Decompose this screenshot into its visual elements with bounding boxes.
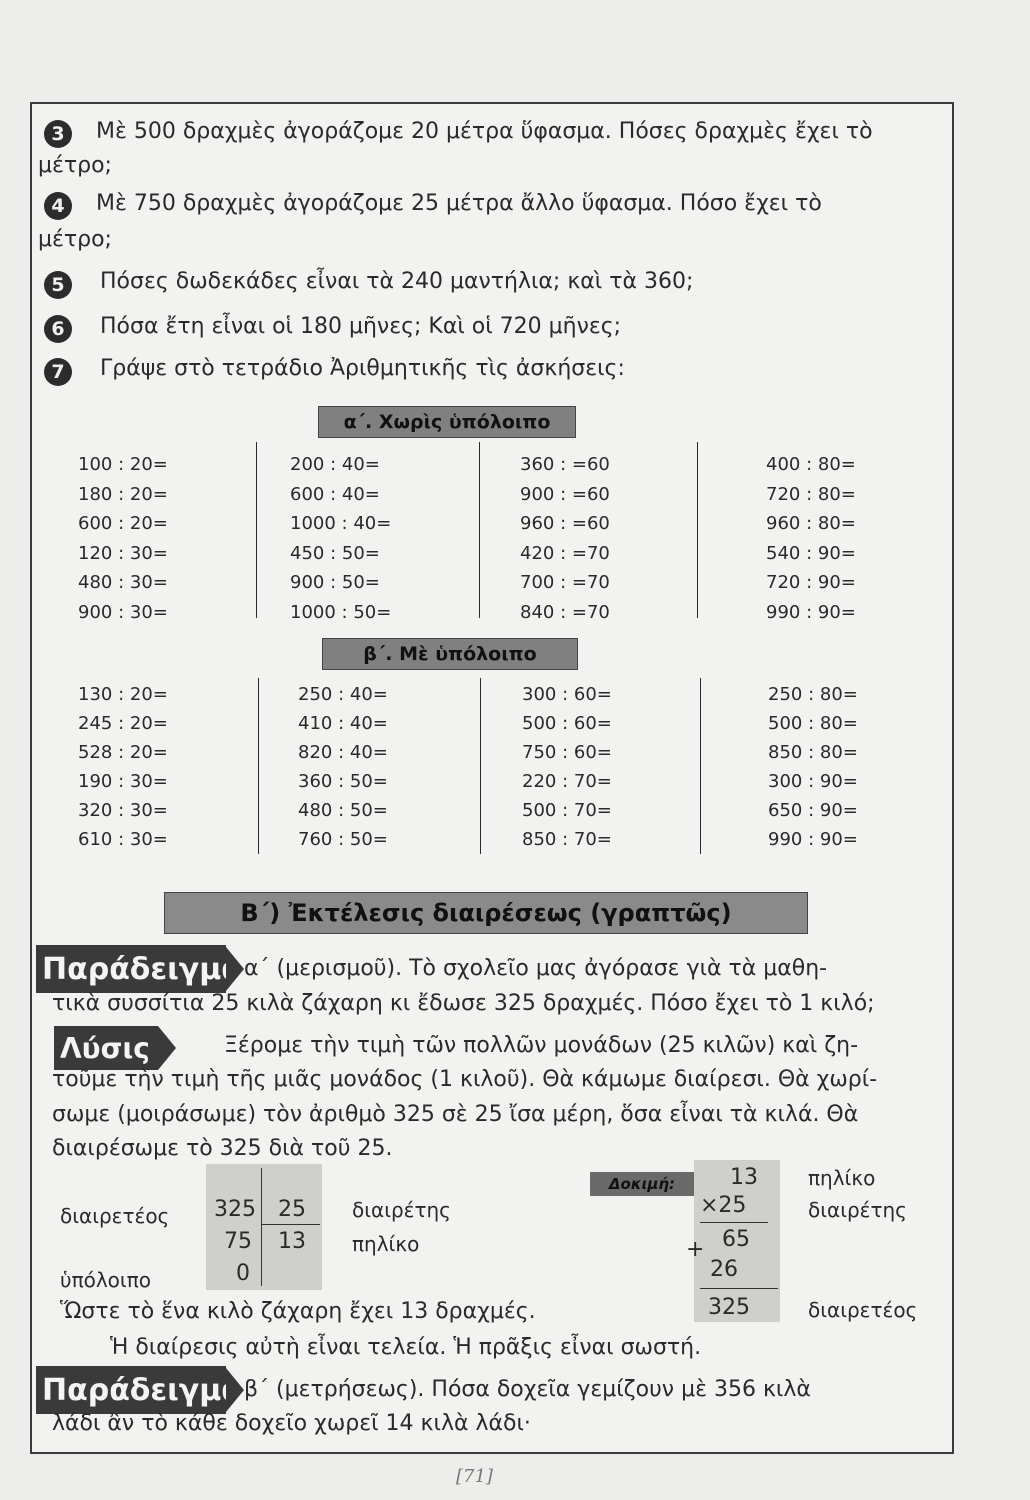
exercise-cell: 480 : 50= [298,800,388,821]
exercise-cell: 650 : 90= [768,800,858,821]
check-partial-2: 26 [710,1257,738,1282]
exercise-cell: 720 : 90= [766,572,856,593]
dividend: 325 [214,1197,256,1222]
quotient: 13 [278,1229,306,1254]
check-partial-1: 65 [722,1227,750,1252]
exercise-cell: 850 : 80= [768,742,858,763]
label-quotient: πηλίκο [352,1232,420,1256]
exercise-cell: 250 : 80= [768,684,858,705]
exercise-4-line1: Μὲ 750 δραχμὲς ἀγοράζομε 25 μέτρα ἄλλο ὕφασμα. Πόσο ἔχει τὸ [96,191,822,216]
column-divider [700,678,701,854]
exercise-cell: 990 : 90= [766,601,856,623]
exercise-cell: 480 : 30= [78,572,168,593]
partial-remainder: 75 [224,1229,252,1254]
exercise-4-line2: μέτρο; [38,227,112,252]
check-label-quotient: πηλίκο [808,1166,876,1190]
example1-line1: α΄ (μερισμοῦ). Τὸ σχολεῖο μας ἀγόρασε γιὰ τὰ μαθη- [244,956,828,981]
exercise-cell: 200 : 40= [290,454,380,475]
solution-tag: Λύσις [54,1026,158,1070]
exercise-7-text: Γράψε στὸ τετράδιο Ἀριθμητικῆς τὶς ἀσκήσεις: [100,356,625,381]
page-number: [71] [456,1466,493,1487]
exercise-cell: 600 : 40= [290,483,380,505]
exercise-5-text: Πόσες δωδεκάδες εἶναι τὰ 240 μαντήλια; καὶ τὰ 360; [100,269,694,294]
check-factor-b: ×25 [700,1193,747,1218]
exercise-cell: 900 : =60 [520,483,610,505]
exercise-cell: 760 : 50= [298,829,388,850]
exercise-cell: 410 : 40= [298,713,388,734]
column-divider [697,442,698,618]
check-label-dividend: διαιρετέος [808,1298,918,1322]
exercise-cell: 420 : =70 [520,542,610,564]
column-divider [479,442,480,618]
label-remainder: ὑπόλοιπο [60,1268,151,1292]
exercise-cell: 245 : 20= [78,713,168,734]
check-result: 325 [708,1295,750,1320]
label-divisor: διαιρέτης [352,1198,451,1222]
exercise-cell: 990 : 90= [768,829,858,850]
label-dividend: διαιρετέος [60,1204,170,1228]
exercise-cell: 700 : =70 [520,572,610,593]
section-a-title: α΄. Χωρὶς ὑπόλοιπο [318,406,576,438]
solution-line1: Ξέρομε τὴν τιμὴ τῶν πολλῶν μονάδων (25 κιλῶν) καὶ ζη- [224,1033,859,1058]
exercise-cell: 750 : 60= [522,742,612,763]
exercise-cell: 400 : 80= [766,454,856,475]
exercise-cell: 900 : 50= [290,572,380,593]
exercise-cell: 190 : 30= [78,771,168,792]
exercise-cell: 600 : 20= [78,513,168,534]
exercise-cell: 900 : 30= [78,601,168,623]
example2-line1: β΄ (μετρήσεως). Πόσα δοχεῖα γεμίζουν μὲ 356 κιλὰ [244,1377,811,1402]
exercise-cell: 960 : =60 [520,513,610,534]
conclusion-1: Ὥστε τὸ ἕνα κιλὸ ζάχαρη ἔχει 13 δραχμές. [60,1299,536,1324]
exercise-cell: 320 : 30= [78,800,168,821]
section-heading: Β΄) Ἐκτέλεσις διαιρέσεως (γραπτῶς) [164,892,808,934]
column-divider [256,442,257,618]
check-line [700,1222,768,1223]
exercise-cell: 180 : 20= [78,483,168,505]
exercise-number-badge: 5 [44,271,72,299]
exercise-cell: 500 : 70= [522,800,612,821]
check-factor-a: 13 [730,1165,758,1190]
exercise-cell: 360 : =60 [520,454,610,475]
divisor: 25 [278,1197,306,1222]
exercise-cell: 610 : 30= [78,829,168,850]
exercise-3-line2: μέτρο; [38,153,112,178]
exercise-cell: 960 : 80= [766,513,856,534]
example2-line2: λάδι ἂν τὸ κάθε δοχεῖο χωρεῖ 14 κιλὰ λάδι· [52,1411,531,1436]
exercise-cell: 720 : 80= [766,483,856,505]
check-tag: Δοκιμή: [590,1172,694,1196]
remainder: 0 [236,1261,250,1286]
exercise-cell: 360 : 50= [298,771,388,792]
column-divider [480,678,481,854]
exercise-3-line1: Μὲ 500 δραχμὲς ἀγοράζομε 20 μέτρα ὕφασμα. Πόσες δραχμὲς ἔχει τὸ [96,119,873,144]
exercise-number-badge: 6 [44,315,72,343]
exercise-number-badge: 4 [44,192,72,220]
exercise-cell: 120 : 30= [78,542,168,564]
exercise-number-badge: 7 [44,358,72,386]
exercise-cell: 300 : 90= [768,771,858,792]
column-divider [258,678,259,854]
exercise-cell: 850 : 70= [522,829,612,850]
example-tag: Παράδειγμα [36,1366,226,1414]
exercise-6-text: Πόσα ἔτη εἶναι οἱ 180 μῆνες; Καὶ οἱ 720 μῆνες; [100,314,622,339]
solution-line3: σωμε (μοιράσωμε) τὸν ἀριθμὸ 325 σὲ 25 ἴσα μέρη, ὅσα εἶναι τὰ κιλά. Θὰ [52,1102,859,1127]
exercise-cell: 528 : 20= [78,742,168,763]
exercise-cell: 500 : 80= [768,713,858,734]
division-shade [206,1164,322,1290]
solution-line2: τοῦμε τὴν τιμὴ τῆς μιᾶς μονάδος (1 κιλοῦ). Θὰ κάμωμε διαίρεσι. Θὰ χωρί- [52,1067,878,1092]
exercise-cell: 250 : 40= [298,684,388,705]
exercise-cell: 840 : =70 [520,601,610,623]
division-underline [262,1224,320,1225]
division-bar [261,1168,262,1286]
exercise-cell: 1000 : 50= [290,601,392,623]
exercise-cell: 300 : 60= [522,684,612,705]
exercise-cell: 130 : 20= [78,684,168,705]
conclusion-2: Ἡ διαίρεσις αὐτὴ εἶναι τελεία. Ἡ πρᾶξις εἶναι σωστή. [110,1335,702,1360]
exercise-cell: 540 : 90= [766,542,856,564]
example-tag: Παράδειγμα [36,945,226,993]
check-line [700,1288,778,1289]
exercise-cell: 100 : 20= [78,454,168,475]
exercise-cell: 450 : 50= [290,542,380,564]
section-b-title: β΄. Μὲ ὑπόλοιπο [322,638,578,670]
exercise-cell: 500 : 60= [522,713,612,734]
solution-line4: διαιρέσωμε τὸ 325 διὰ τοῦ 25. [52,1136,393,1161]
check-plus: + [686,1237,705,1262]
exercise-cell: 220 : 70= [522,771,612,792]
check-label-divisor: διαιρέτης [808,1198,907,1222]
exercise-cell: 1000 : 40= [290,513,392,534]
exercise-number-badge: 3 [44,120,72,148]
exercise-cell: 820 : 40= [298,742,388,763]
example1-line2: τικὰ συσσίτια 25 κιλὰ ζάχαρη κι ἔδωσε 325 δραχμές. Πόσο ἔχει τὸ 1 κιλό; [52,991,875,1016]
